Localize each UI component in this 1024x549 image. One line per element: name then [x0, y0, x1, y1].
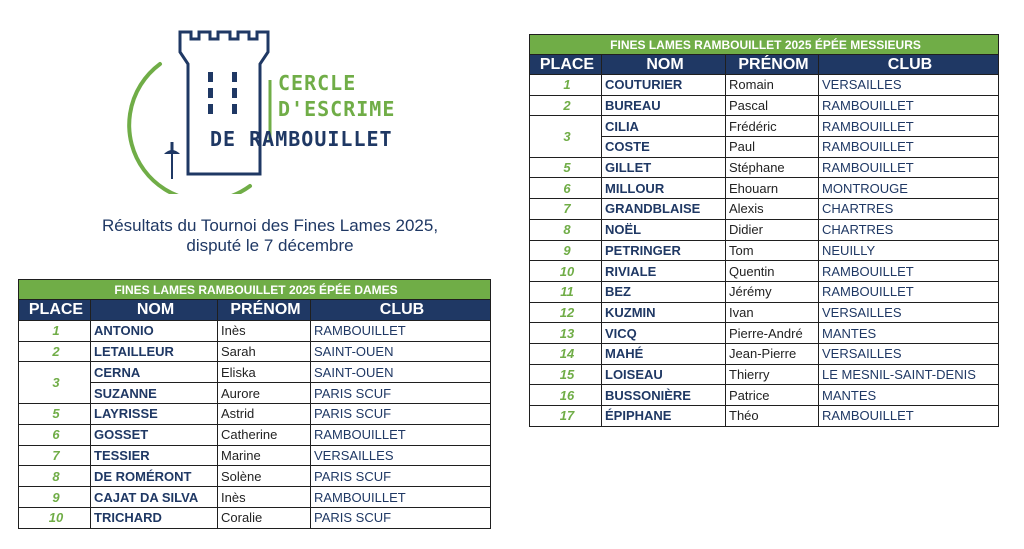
club-cell: SAINT-OUEN [311, 362, 491, 383]
prenom-cell: Solène [218, 466, 311, 487]
club-cell: RAMBOUILLET [819, 116, 999, 137]
table-row [530, 199, 999, 220]
table-row [530, 240, 999, 261]
intro-line-2: disputé le 7 décembre [186, 236, 354, 255]
logo-line2: D'ESCRIME [278, 97, 396, 121]
nom-cell: ÉPIPHANE [602, 406, 726, 427]
table-row [19, 424, 491, 445]
table-row [530, 157, 999, 178]
club-cell: PARIS SCUF [311, 403, 491, 424]
prenom-cell: Tom [726, 240, 819, 261]
place-cell: 15 [530, 364, 602, 385]
table-row [19, 507, 491, 528]
nom-cell: GRANDBLAISE [602, 199, 726, 220]
nom-cell: NOËL [602, 219, 726, 240]
place-cell: 3 [530, 116, 602, 157]
club-cell: PARIS SCUF [311, 383, 491, 404]
prenom-cell: Quentin [726, 261, 819, 282]
prenom-cell: Aurore [218, 383, 311, 404]
table-row [530, 219, 999, 240]
nom-cell: DE ROMÉRONT [91, 466, 218, 487]
place-cell: 6 [530, 178, 602, 199]
place-cell: 17 [530, 406, 602, 427]
place-cell: 9 [19, 487, 91, 508]
club-cell: RAMBOUILLET [819, 137, 999, 158]
club-cell: MANTES [819, 323, 999, 344]
prenom-cell: Alexis [726, 199, 819, 220]
place-cell: 10 [19, 507, 91, 528]
prenom-cell: Catherine [218, 424, 311, 445]
nom-cell: LETAILLEUR [91, 341, 218, 362]
nom-cell: CAJAT DA SILVA [91, 487, 218, 508]
place-cell: 2 [19, 341, 91, 362]
place-cell: 10 [530, 261, 602, 282]
tournament-intro [60, 216, 480, 256]
prenom-cell: Pierre-André [726, 323, 819, 344]
intro-line-1: Résultats du Tournoi des Fines Lames 2025, [101, 216, 439, 235]
club-logo [100, 24, 470, 194]
nom-cell: CERNA [91, 362, 218, 383]
table-row [19, 403, 491, 424]
logo-sword [164, 142, 180, 179]
nom-cell: BUREAU [602, 95, 726, 116]
place-cell: 7 [530, 199, 602, 220]
place-cell: 14 [530, 343, 602, 364]
dames-table-title: FINES LAMES RAMBOUILLET 2025 ÉPÉE DAMES [19, 280, 491, 300]
nom-cell: PETRINGER [602, 240, 726, 261]
nom-cell: BEZ [602, 281, 726, 302]
prenom-cell: Inès [218, 487, 311, 508]
club-cell: CHARTRES [819, 219, 999, 240]
nom-cell: ANTONIO [91, 320, 218, 341]
table-row [530, 95, 999, 116]
prenom-cell: Coralie [218, 507, 311, 528]
club-cell: RAMBOUILLET [819, 406, 999, 427]
prenom-cell: Jean-Pierre [726, 343, 819, 364]
prenom-cell: Ehouarn [726, 178, 819, 199]
nom-cell: LOISEAU [602, 364, 726, 385]
nom-cell: VICQ [602, 323, 726, 344]
nom-cell: BUSSONIÈRE [602, 385, 726, 406]
prenom-cell: Marine [218, 445, 311, 466]
col-header-place: PLACE [530, 55, 602, 75]
place-cell: 1 [530, 75, 602, 96]
place-cell: 13 [530, 323, 602, 344]
club-cell: MANTES [819, 385, 999, 406]
table-row [19, 362, 491, 383]
logo-line1: CERCLE [278, 71, 357, 95]
nom-cell: MILLOUR [602, 178, 726, 199]
table-row [530, 281, 999, 302]
place-cell: 9 [530, 240, 602, 261]
messieurs-results-table [529, 34, 999, 427]
col-header-club: CLUB [311, 300, 491, 321]
prenom-cell: Thierry [726, 364, 819, 385]
club-cell: VERSAILLES [819, 302, 999, 323]
table-row [19, 341, 491, 362]
place-cell: 8 [530, 219, 602, 240]
club-cell: LE MESNIL-SAINT-DENIS [819, 364, 999, 385]
place-cell: 3 [19, 362, 91, 404]
logo-windows [208, 72, 237, 114]
club-cell: RAMBOUILLET [819, 157, 999, 178]
place-cell: 11 [530, 281, 602, 302]
prenom-cell: Patrice [726, 385, 819, 406]
club-cell: RAMBOUILLET [819, 95, 999, 116]
table-row [19, 466, 491, 487]
table-row [530, 343, 999, 364]
place-cell: 2 [530, 95, 602, 116]
club-cell: PARIS SCUF [311, 466, 491, 487]
club-cell: VERSAILLES [311, 445, 491, 466]
prenom-cell: Eliska [218, 362, 311, 383]
place-cell: 8 [19, 466, 91, 487]
nom-cell: MAHÉ [602, 343, 726, 364]
nom-cell: CILIA [602, 116, 726, 137]
prenom-cell: Didier [726, 219, 819, 240]
club-cell: RAMBOUILLET [311, 320, 491, 341]
table-row [19, 445, 491, 466]
table-row [19, 487, 491, 508]
table-row [530, 178, 999, 199]
prenom-cell: Pascal [726, 95, 819, 116]
place-cell: 6 [19, 424, 91, 445]
table-row [530, 116, 999, 137]
club-cell: VERSAILLES [819, 343, 999, 364]
nom-cell: SUZANNE [91, 383, 218, 404]
table-row [530, 406, 999, 427]
club-cell: CHARTRES [819, 199, 999, 220]
nom-cell: GILLET [602, 157, 726, 178]
place-cell: 5 [530, 157, 602, 178]
table-row [530, 261, 999, 282]
table-row [530, 323, 999, 344]
club-cell: RAMBOUILLET [311, 487, 491, 508]
place-cell: 5 [19, 403, 91, 424]
col-header-club: CLUB [819, 55, 999, 75]
club-cell: PARIS SCUF [311, 507, 491, 528]
col-header-prenom: PRÉNOM [218, 300, 311, 321]
prenom-cell: Stéphane [726, 157, 819, 178]
col-header-place: PLACE [19, 300, 91, 321]
nom-cell: RIVIALE [602, 261, 726, 282]
table-row [530, 364, 999, 385]
club-cell: SAINT-OUEN [311, 341, 491, 362]
club-cell: RAMBOUILLET [819, 281, 999, 302]
col-header-prenom: PRÉNOM [726, 55, 819, 75]
table-row [530, 385, 999, 406]
table-row [19, 320, 491, 341]
nom-cell: TRICHARD [91, 507, 218, 528]
logo-line3: DE RAMBOUILLET [210, 127, 393, 151]
prenom-cell: Ivan [726, 302, 819, 323]
prenom-cell: Astrid [218, 403, 311, 424]
nom-cell: TESSIER [91, 445, 218, 466]
logo-tower [180, 32, 268, 174]
place-cell: 7 [19, 445, 91, 466]
prenom-cell: Jérémy [726, 281, 819, 302]
nom-cell: KUZMIN [602, 302, 726, 323]
place-cell: 12 [530, 302, 602, 323]
col-header-nom: NOM [91, 300, 218, 321]
place-cell: 1 [19, 320, 91, 341]
club-cell: VERSAILLES [819, 75, 999, 96]
messieurs-table-title: FINES LAMES RAMBOUILLET 2025 ÉPÉE MESSIEURS [530, 35, 999, 55]
table-row [530, 302, 999, 323]
table-row [530, 75, 999, 96]
place-cell: 16 [530, 385, 602, 406]
nom-cell: COSTE [602, 137, 726, 158]
club-cell: RAMBOUILLET [311, 424, 491, 445]
prenom-cell: Romain [726, 75, 819, 96]
col-header-nom: NOM [602, 55, 726, 75]
nom-cell: LAYRISSE [91, 403, 218, 424]
club-cell: MONTROUGE [819, 178, 999, 199]
prenom-cell: Théo [726, 406, 819, 427]
nom-cell: COUTURIER [602, 75, 726, 96]
prenom-cell: Sarah [218, 341, 311, 362]
club-cell: RAMBOUILLET [819, 261, 999, 282]
club-cell: NEUILLY [819, 240, 999, 261]
nom-cell: GOSSET [91, 424, 218, 445]
dames-results-table [18, 279, 491, 529]
prenom-cell: Frédéric [726, 116, 819, 137]
prenom-cell: Inès [218, 320, 311, 341]
prenom-cell: Paul [726, 137, 819, 158]
